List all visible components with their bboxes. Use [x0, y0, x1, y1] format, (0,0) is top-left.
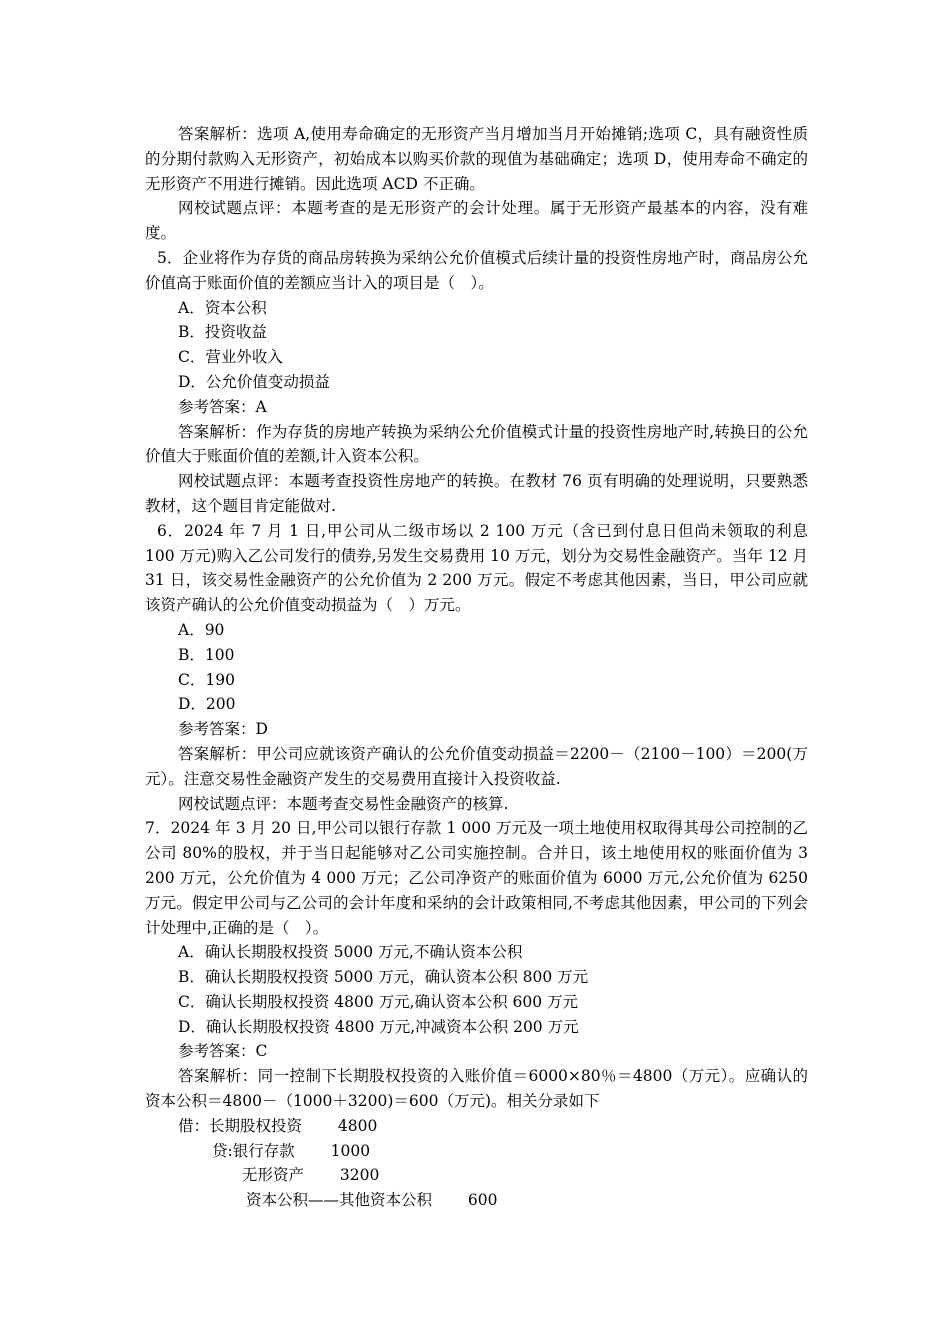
journal-entry-credit-capital-reserve: 资本公积——其他资本公积 600 [246, 1191, 498, 1210]
q5-comment: 网校试题点评：本题考查投资性房地产的转换。在教材 76 页有明确的处理说明，只要熟悉教材，这个题目肯定能做对. [145, 472, 808, 515]
q7-option-b: B．确认长期股权投资 5000 万元，确认资本公积 800 万元 [178, 968, 589, 987]
journal-entry-debit: 借：长期股权投资 4800 [178, 1116, 378, 1135]
q5-explanation: 答案解析：作为存货的房地产转换为采纳公允价值模式计量的投资性房地产时,转换日的公允价值大于账面价值的差额,计入资本公积。 [145, 422, 808, 466]
q7-option-a: A．确认长期股权投资 5000 万元,不确认资本公积 [178, 943, 523, 962]
q6-comment: 网校试题点评：本题考查交易性金融资产的核算. [178, 794, 509, 813]
q5-option-b: B．投资收益 [178, 323, 267, 342]
q4-comment: 网校试题点评：本题考查的是无形资产的会计处理。属于无形资产最基本的内容，没有难度。 [145, 199, 808, 243]
q7-explanation: 答案解析：同一控制下长期股权投资的入账价值＝6000×80％＝4800（万元）。应确认的资本公积＝4800－（1000＋3200)＝600（万元)。相关分录如下 [145, 1067, 808, 1111]
q5-stem: 5．企业将作为存货的商品房转换为采纳公允价值模式后续计量的投资性房地产时，商品房公允价值高于账面价值的差额应当计入的项目是（ ）。 [145, 248, 808, 292]
q7-stem: 7．2024 年 3 月 20 日,甲公司以银行存款 1 000 万元及一项土地使用权取得其母公司控制的乙公司 80%的股权，并于当日起能够对乙公司实施控制。合并日，该土地使用权的账面价值为 3 200 万元，公允价值为 4 000 万元；乙公司净资产的账面价值为 6000 万元,公允价值为 6250 万元。假定甲公司与乙公司的会计年度和采纳的会计政策相同,不考虑其他因素，甲公司的下列会计处理中,正确的是（ ）。 [145, 819, 808, 937]
q6-option-b: B．100 [178, 645, 235, 664]
q6-option-c: C．190 [178, 670, 235, 689]
q5-answer: 参考答案：A [178, 397, 267, 416]
journal-entry-credit-bank: 贷:银行存款 1000 [212, 1141, 371, 1160]
q5-option-c: C．营业外收入 [178, 348, 283, 367]
q6-option-a: A．90 [178, 620, 225, 639]
q5-option-a: A．资本公积 [178, 298, 267, 317]
q6-option-d: D．200 [178, 695, 236, 714]
journal-entry-credit-intangible: 无形资产 3200 [242, 1166, 380, 1185]
q7-answer: 参考答案：C [178, 1042, 268, 1061]
document-page [145, 122, 808, 1213]
q4-explanation: 答案解析：选项 A,使用寿命确定的无形资产当月增加当月开始摊销;选项 C，具有融资性质的分期付款购入无形资产，初始成本以购买价款的现值为基础确定；选项 D，使用寿命不确定的无形资产不用进行摊销。因此选项 ACD 不正确。 [145, 125, 808, 193]
q7-option-c: C．确认长期股权投资 4800 万元,确认资本公积 600 万元 [178, 992, 579, 1011]
q7-option-d: D．确认长期股权投资 4800 万元,冲减资本公积 200 万元 [178, 1017, 579, 1036]
q6-stem: 6．2024 年 7 月 1 日,甲公司从二级市场以 2 100 万元（含已到付息日但尚未领取的利息 100 万元)购入乙公司发行的债券,另发生交易费用 10 万元，划分为交易性金融资产。当年 12 月 31 日，该交易性金融资产的公允价值为 2 200 万元。假定不考虑其他因素，当日，甲公司应就该资产确认的公允价值变动损益为（ ）万元。 [145, 521, 808, 615]
q6-explanation: 答案解析：甲公司应就该资产确认的公允价值变动损益＝2200－（2100－100）＝200(万元）。注意交易性金融资产发生的交易费用直接计入投资收益. [145, 744, 808, 788]
q6-answer: 参考答案：D [178, 720, 268, 739]
q5-option-d: D．公允价值变动损益 [178, 372, 330, 391]
